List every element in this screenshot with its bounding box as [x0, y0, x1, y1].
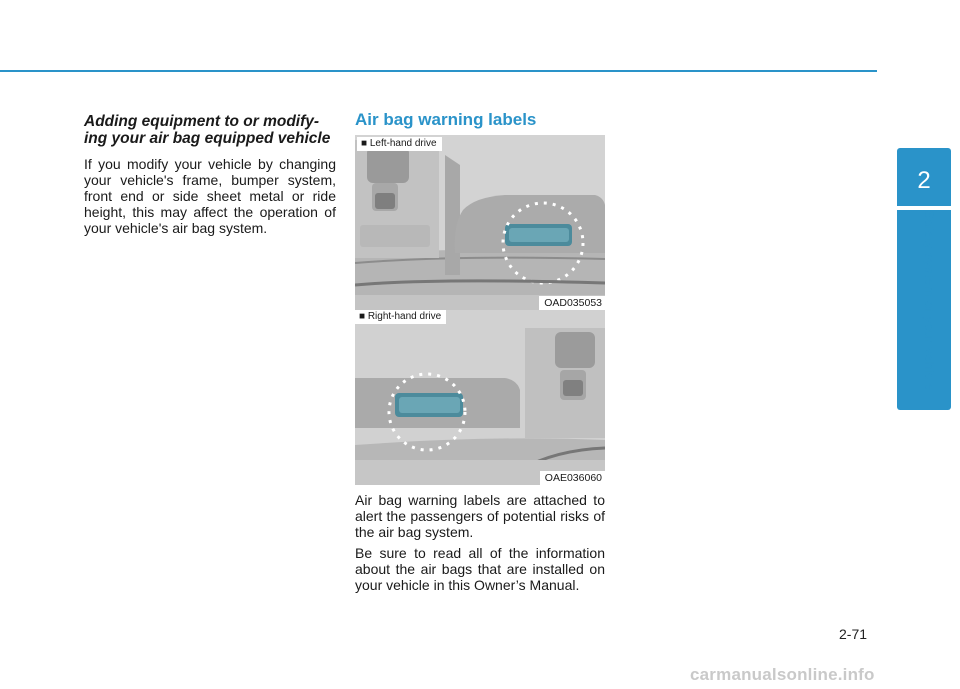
figure-label: ■ Left-hand drive — [357, 137, 442, 151]
chapter-title-wrap — [895, 210, 953, 406]
page-number: 2-71 — [839, 626, 868, 642]
read-manual-paragraph: Be sure to read all of the information about the air bags that are installed on your vehicle in this Owner’s Manual. — [355, 545, 605, 593]
sun-visor-illustration-lhd — [355, 135, 605, 310]
figure-left-hand-drive — [355, 135, 605, 310]
left-column — [84, 113, 336, 236]
sun-visor-illustration-rhd — [355, 310, 605, 485]
warning-label-paragraph: Air bag warning labels are attached to alert the passengers of potential risks of the air bag system. — [355, 492, 605, 540]
modification-paragraph: If you modify your vehicle by changing your vehicle's frame, bumper system, front end or side sheet metal or ride height, this may affect the operation of your vehicle's air bag system. — [84, 156, 336, 236]
subheading — [84, 113, 336, 147]
chapter-number: 2 — [917, 167, 931, 194]
figure-code: OAE036060 — [540, 471, 605, 485]
header-rule — [0, 70, 877, 72]
right-column — [355, 110, 605, 130]
section-heading: Air bag warning labels — [355, 110, 537, 129]
figure-right-hand-drive — [355, 310, 605, 485]
figure-label: ■ Right-hand drive — [355, 310, 446, 324]
subheading-line-1: Adding equipment to or modify- — [84, 113, 320, 130]
watermark: carmanualsonline.info — [690, 665, 875, 684]
chapter-title: Safety system of your vehicle — [922, 210, 937, 391]
subheading-line-2: ing your air bag equipped vehicle — [84, 130, 331, 147]
figure-code: OAD035053 — [539, 296, 605, 310]
